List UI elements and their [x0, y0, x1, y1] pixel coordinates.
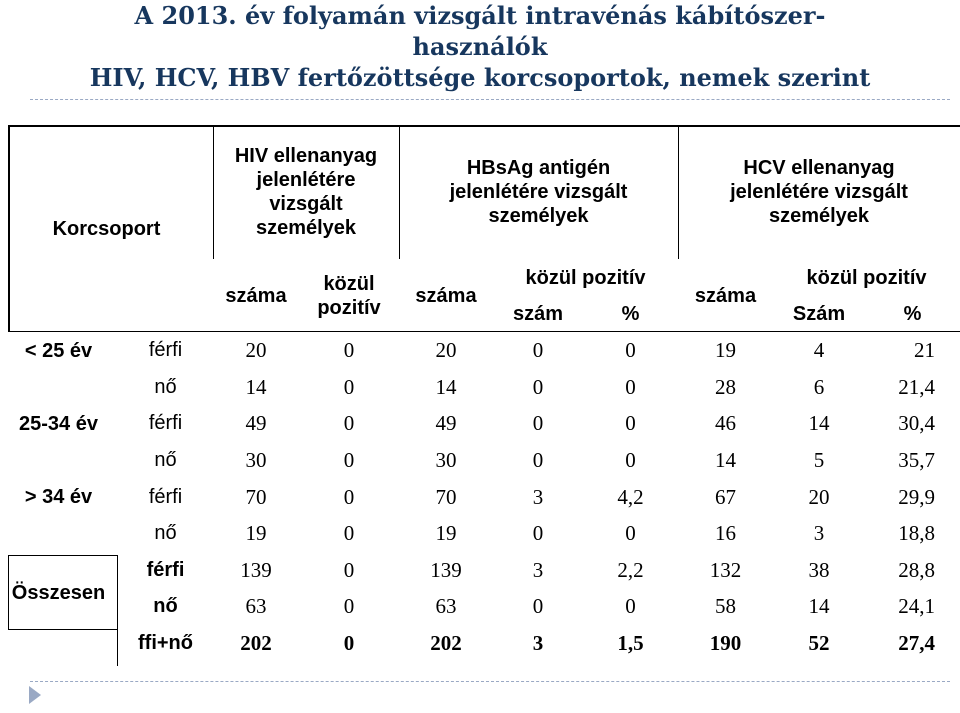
header-hiv: [213, 125, 399, 259]
row-sex-label: nő: [154, 375, 177, 398]
table-cell: 16: [715, 521, 736, 546]
row-sex-label: nő: [154, 449, 177, 472]
header-hiv-line: személyek: [255, 217, 357, 239]
vline-hiv: [213, 125, 214, 259]
table-cell: 20: [808, 484, 830, 509]
table-cell: 19: [715, 338, 736, 363]
subheader-hbsag-pct: %: [621, 303, 640, 325]
table-cell: 27,4: [898, 631, 935, 656]
table-cell: 0: [625, 594, 636, 619]
group-under-25: < 25 év: [24, 339, 93, 362]
total-left-line: [8, 555, 9, 630]
header-hiv-line: vizsgált: [269, 193, 343, 215]
table-cell: 0: [343, 411, 355, 436]
table-cell: 28: [715, 374, 736, 399]
table-cell: 4: [813, 338, 825, 363]
table-cell: 0: [343, 448, 355, 473]
group-total: Összesen: [11, 581, 106, 604]
table-cell: 49: [435, 411, 457, 436]
table-cell: 0: [532, 448, 544, 473]
header-korcsoport: Korcsoport: [52, 217, 161, 240]
row-sex-label: férfi: [148, 412, 183, 435]
table-cell: 21,4: [898, 374, 935, 399]
table-cell: 14: [435, 374, 457, 399]
group-25-34: 25-34 év: [19, 412, 98, 435]
header-bottom-line: [8, 331, 960, 332]
table-cell: 0: [625, 411, 636, 436]
table-cell: 29,9: [898, 484, 935, 509]
table-cell: 3: [532, 557, 544, 582]
row-sex-label: férfi: [146, 558, 185, 581]
header-hiv-line: jelenlétére: [256, 169, 356, 191]
table-cell: 0: [343, 557, 355, 582]
table-cell: 30: [435, 448, 457, 473]
subheader-hiv-szama: száma: [225, 284, 287, 307]
table-cell: 63: [435, 594, 457, 619]
subheader-hbsag-szam: szám: [512, 303, 564, 325]
header-hbsag-line: HBsAg antigén: [466, 157, 611, 179]
total-right-line: [117, 555, 118, 666]
table-cell: 5: [813, 448, 825, 473]
table-cell: 0: [625, 374, 636, 399]
table-cell: 0: [343, 594, 355, 619]
table-cell: 0: [343, 521, 355, 546]
table-cell: 70: [435, 484, 457, 509]
row-sex-label: nő: [153, 595, 178, 618]
dashed-divider-bottom: [30, 681, 950, 682]
slide-bullet-arrow-icon: [29, 686, 41, 704]
table-cell: 20: [245, 338, 267, 363]
header-hiv-line: HIV ellenanyag: [234, 145, 378, 167]
total-top-line: [8, 555, 118, 556]
table-cell: 38: [808, 557, 830, 582]
table-cell: 30: [245, 448, 267, 473]
subheader-hcv-szama: száma: [694, 284, 757, 307]
table-cell: 14: [808, 411, 830, 436]
table-cell: 190: [709, 631, 742, 656]
header-hcv-line: HCV ellenanyag: [743, 157, 895, 179]
table-cell: 30,4: [898, 411, 935, 436]
table-cell: 63: [245, 594, 267, 619]
table-cell: 70: [245, 484, 267, 509]
table-cell: 0: [532, 338, 544, 363]
subheader-pozitiv: pozitív: [317, 296, 381, 319]
header-hbsag: [399, 125, 678, 259]
group-over-34: > 34 év: [24, 485, 93, 508]
total-bottom-line: [8, 629, 118, 630]
table-cell: 20: [435, 338, 457, 363]
title-line-2: használók: [412, 32, 548, 61]
slide-title: [0, 0, 960, 93]
title-line-1: A 2013. év folyamán vizsgált intravénás kábítószer-: [134, 1, 826, 30]
row-sex-label: férfi: [148, 339, 183, 362]
header-hcv-line: személyek: [768, 205, 870, 227]
table-cell: 24,1: [898, 594, 935, 619]
header-hcv: [678, 125, 960, 259]
table-cell: 202: [240, 631, 272, 656]
table-cell: 0: [343, 338, 355, 363]
table-cell: 0: [532, 374, 544, 399]
table-cell: 6: [813, 374, 825, 399]
table-cell: 202: [430, 631, 462, 656]
table-cell: 139: [240, 557, 272, 582]
table-cell: 3: [532, 631, 544, 656]
row-sex-label: férfi: [148, 485, 183, 508]
table-cell: 58: [715, 594, 736, 619]
table-cell: 0: [343, 631, 355, 656]
table-cell: 49: [245, 411, 267, 436]
subheader-kozul: közül: [323, 272, 375, 295]
table-cell: 0: [343, 374, 355, 399]
row-sex-label: nő: [154, 522, 177, 545]
table-cell: 19: [245, 521, 267, 546]
header-hbsag-line: jelenlétére vizsgált: [449, 181, 628, 203]
subheader-hcv-szam: Szám: [792, 303, 846, 325]
table-cell: 1,5: [617, 631, 644, 656]
table-border-top: [8, 125, 960, 127]
table-cell: 0: [625, 521, 636, 546]
table-cell: 21: [914, 338, 935, 363]
table-border-left: [8, 125, 10, 332]
table-cell: 3: [813, 521, 825, 546]
table-cell: 14: [245, 374, 267, 399]
table-cell: 14: [808, 594, 830, 619]
dashed-divider-top: [30, 99, 950, 100]
subheader-hcv-kozul-pozitiv: közül pozitív: [806, 266, 927, 289]
title-line-3: HIV, HCV, HBV fertőzöttsége korcsoportok, nemek szerint: [89, 63, 871, 92]
table-cell: 0: [625, 338, 636, 363]
row-sex-label: ffi+nő: [138, 632, 193, 655]
table-cell: 0: [532, 411, 544, 436]
table-cell: 132: [709, 557, 742, 582]
header-hbsag-line: személyek: [488, 205, 589, 227]
subheader-hbsag-kozul-pozitiv: közül pozitív: [525, 266, 646, 289]
subheader-hbsag-szama: száma: [415, 284, 477, 307]
table-cell: 18,8: [898, 521, 935, 546]
table-cell: 4,2: [617, 484, 644, 509]
table-cell: 28,8: [898, 557, 935, 582]
table-cell: 0: [625, 448, 636, 473]
subheader-hiv-kozul-pozitiv: [299, 259, 399, 332]
table-cell: 0: [532, 521, 544, 546]
table-cell: 0: [343, 484, 355, 509]
table-cell: 0: [532, 594, 544, 619]
table-cell: 3: [532, 484, 544, 509]
table-cell: 2,2: [617, 557, 644, 582]
table-cell: 139: [430, 557, 462, 582]
table-cell: 19: [435, 521, 457, 546]
header-hcv-line: jelenlétére vizsgált: [730, 181, 908, 203]
subheader-hcv-pct: %: [903, 303, 922, 325]
vline-hbsag: [399, 125, 400, 259]
table-cell: 46: [715, 411, 736, 436]
table-cell: 35,7: [898, 448, 935, 473]
table-cell: 52: [808, 631, 830, 656]
table-cell: 14: [715, 448, 736, 473]
vline-hcv: [678, 125, 679, 259]
table-cell: 67: [715, 484, 736, 509]
